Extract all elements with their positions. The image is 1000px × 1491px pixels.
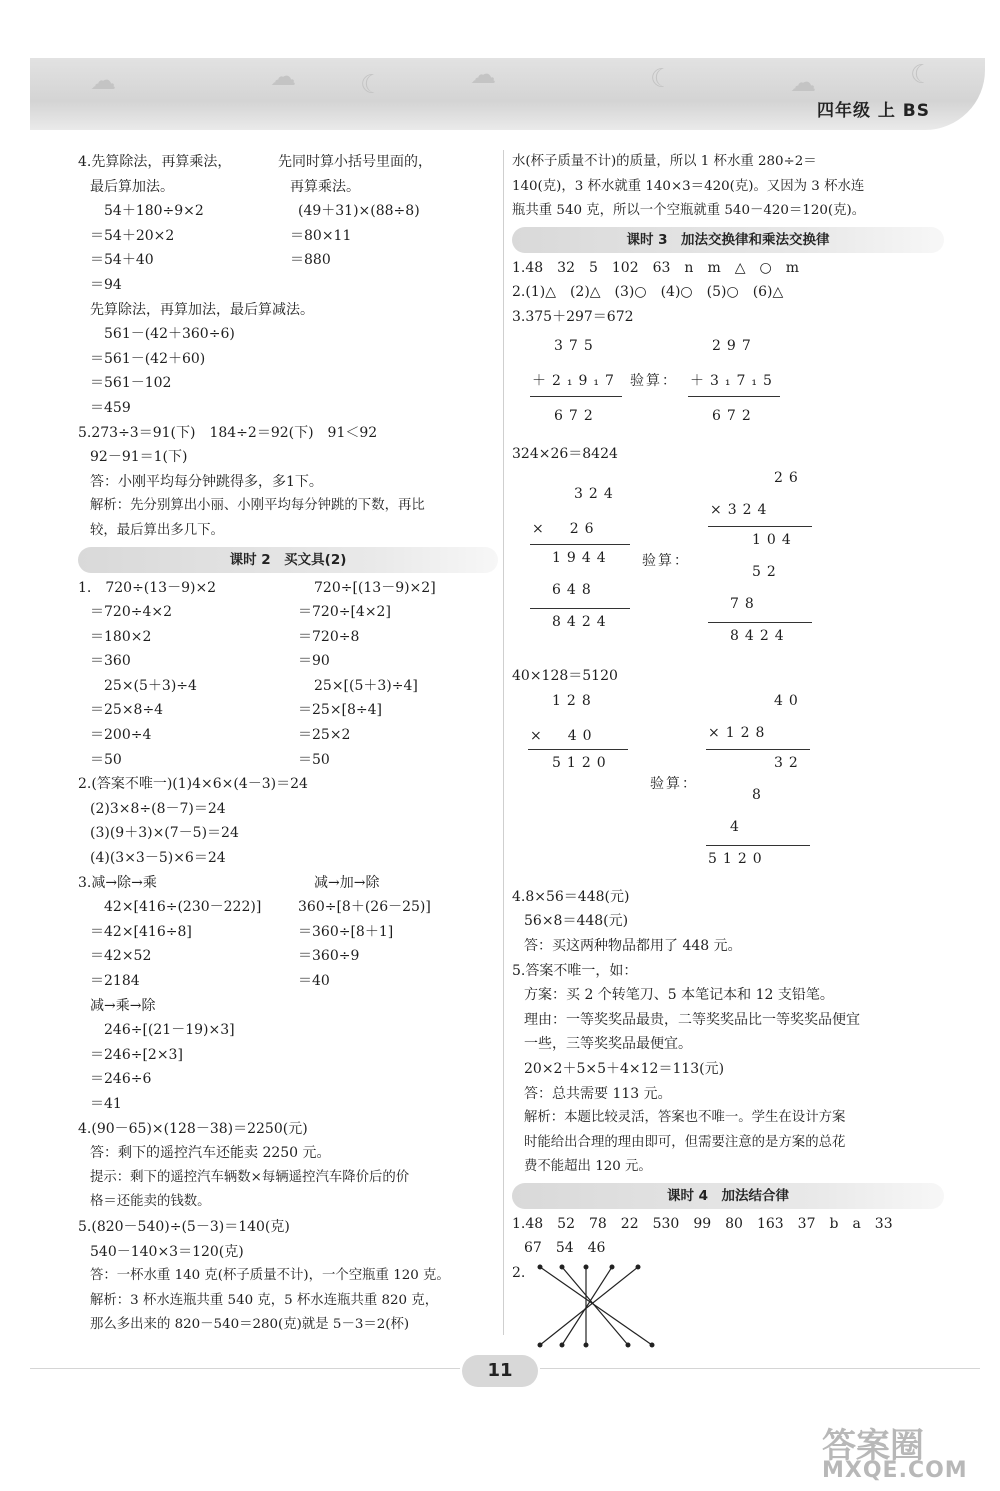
digit-row: 324 (574, 486, 619, 503)
calc-line: 20×2＋5×5＋4×12＝113(元) (524, 1060, 725, 1077)
rule-line (530, 544, 630, 545)
calc-line: (49＋31)×(88÷8) (298, 203, 420, 220)
digit-row: 40 (774, 692, 804, 709)
answer-line: 答：一杯水重 140 克(杯子质量不计)，一个空瓶重 120 克。 (90, 1268, 450, 1284)
left-column (78, 150, 498, 1338)
q4-block (78, 150, 498, 298)
lesson-2-heading: 课时 2 买文具(2) (78, 547, 498, 573)
text-line: 1.48 32 5 102 63 n m △ ○ m (512, 259, 799, 276)
calc-line: 42×[416÷(230－222)] (104, 899, 262, 916)
text-line: 先算除法，再算加法，最后算减法。 (90, 301, 314, 318)
text-line: 67 54 46 (524, 1240, 606, 1257)
analysis-line: 时能给出合理的理由即可，但需要注意的是方案的总花 (524, 1134, 846, 1150)
calc-line: ＝880 (290, 252, 331, 269)
calc-line: ＝50 (90, 751, 122, 768)
calc-line: ＝90 (298, 653, 330, 670)
calc-line: ＝42×[416÷8] (90, 923, 192, 940)
calc-line: ＝25×2 (298, 727, 351, 744)
text-line: 40×128＝5120 (512, 668, 618, 685)
multiplication-vertical-2 (512, 689, 944, 885)
digit-row: 375 (554, 337, 599, 354)
calc-line: ＝200÷4 (90, 727, 152, 744)
hint-line: 格＝还能卖的钱数。 (90, 1194, 211, 1210)
answer-line: 答：买这两种物品都用了 448 元。 (524, 937, 742, 954)
watermark-site: MXQE.COM (822, 1458, 968, 1483)
digit-row: 32 (774, 754, 804, 771)
calc-line: 246÷[(21－19)×3] (104, 1022, 235, 1039)
digit-row: 128 (552, 692, 597, 709)
cloud-icon: ☁ (270, 62, 296, 92)
text-line: 5.答案不唯一，如： (512, 962, 638, 979)
analysis-line: 水(杯子质量不计)的质量，所以 1 杯水重 280÷2＝ (512, 154, 817, 169)
calc-line: 561－(42＋360÷6) (104, 326, 235, 343)
calc-line: ＝80×11 (290, 227, 352, 244)
footer-rule (540, 1368, 980, 1369)
rule-line (708, 526, 812, 527)
calc-line: 360÷[8＋(26－25)] (298, 899, 431, 916)
answer-line: 答：剩下的遥控汽车还能卖 2250 元。 (90, 1145, 331, 1162)
calc-line: ＝50 (298, 751, 330, 768)
digit-row: 5120 (552, 754, 612, 771)
column-divider (503, 150, 504, 1335)
cloud-icon: ☁ (90, 66, 116, 96)
digit-row: 4 (730, 818, 745, 835)
grade-label: 四年级 上 BS (816, 101, 930, 121)
rule-line (530, 608, 630, 609)
watermark-brand: 答案圈 (822, 1426, 924, 1466)
digit-row: 297 (712, 337, 757, 354)
calc-line: 720÷[(13－9)×2] (314, 579, 436, 596)
text-line: 540－140×3＝120(克) (90, 1243, 244, 1260)
lesson2-q3 (78, 871, 498, 994)
text-line: 一些，三等奖奖品最便宜。 (524, 1036, 692, 1053)
text-line: 4.8×56＝448(元) (512, 888, 630, 905)
digit-row: ×324 (710, 502, 773, 519)
text-line: 4.(90－65)×(128－38)＝2250(元) (78, 1120, 308, 1137)
calc-line: ＝246÷[2×3] (90, 1046, 183, 1063)
lesson-4-heading: 课时 4 加法结合律 (512, 1183, 944, 1209)
right-column (512, 150, 944, 1351)
check-label: 验算： (642, 553, 690, 570)
digit-row: ＋2₁9₁7 (532, 372, 620, 389)
addition-vertical (512, 330, 944, 442)
digit-row: 672 (712, 407, 757, 424)
text-line: 最后算加法。 (90, 178, 174, 195)
answer-line: 答：小刚平均每分钟跳得多，多1下。 (90, 473, 323, 490)
text-line: 92－91＝1(下) (90, 449, 188, 466)
text-line: (3)(9＋3)×(7－5)＝24 (90, 825, 239, 842)
analysis-line: 140(克)，3 杯水就重 140×3＝420(克)。又因为 3 杯水连 (512, 178, 865, 194)
text-line: 理由：一等奖奖品最贵，二等奖奖品比一等奖奖品便宜 (524, 1011, 860, 1028)
text-line: 减→加→除 (314, 874, 380, 891)
analysis-line: 费不能超出 120 元。 (524, 1159, 652, 1175)
analysis-line: 解析：先分别算出小丽、小刚平均每分钟跳的下数，再比 (90, 498, 425, 514)
moon-icon: ☾ (910, 60, 934, 90)
hint-line: 提示：剩下的遥控汽车辆数×每辆遥控汽车降价后的价 (90, 1169, 410, 1185)
calc-line: 25×[(5＋3)÷4] (314, 677, 418, 694)
calc-line: ＝42×52 (90, 948, 152, 965)
calc-line: ＝360÷[8＋1] (298, 923, 394, 940)
lesson-3-heading: 课时 3 加法交换律和乘法交换律 (512, 227, 944, 253)
digit-row: ＋3₁7₁5 (690, 372, 778, 389)
check-label: 验算： (630, 372, 678, 389)
text-line: 3.减→除→乘 (78, 874, 157, 891)
digit-row: × 40 (530, 727, 598, 744)
digit-row: 5120 (708, 850, 768, 867)
moon-icon: ☾ (650, 64, 674, 94)
digit-row: 672 (554, 407, 599, 424)
answer-line: 答：总共需要 113 元。 (524, 1085, 672, 1102)
calc-line: ＝561－102 (90, 375, 172, 392)
calc-line: ＝2184 (90, 973, 140, 989)
rule-line (530, 396, 622, 397)
rule-line (706, 749, 810, 750)
digit-row: 648 (552, 582, 597, 599)
analysis-line: 解析：本题比较灵活，答案也不唯一。学生在设计方案 (524, 1110, 846, 1126)
calc-line: ＝94 (90, 276, 122, 293)
text-line: 2.(答案不唯一)(1)4×6×(4－3)＝24 (78, 776, 308, 793)
check-label: 验算： (650, 775, 698, 792)
calc-line: ＝246÷6 (90, 1071, 152, 1088)
digit-row: 78 (730, 596, 760, 613)
calc-line: ＝54＋20×2 (90, 227, 175, 244)
digit-row: × 26 (532, 521, 600, 538)
digit-row: 8 (752, 786, 767, 803)
calc-line: ＝459 (90, 399, 131, 416)
text-line: 5.(820－540)÷(5－3)＝140(克) (78, 1218, 290, 1235)
analysis-line: 瓶共重 540 克，所以一个空瓶就重 540－420＝120(克)。 (512, 203, 866, 219)
digit-row: ×128 (708, 724, 771, 741)
calc-line: ＝180×2 (90, 628, 152, 645)
lesson2-q1 (78, 576, 498, 773)
text-line: 324×26＝8424 (512, 445, 618, 462)
cloud-icon: ☁ (470, 60, 496, 90)
text-line: (2)3×8÷(8－7)＝24 (90, 800, 226, 817)
text-line: 2.(1)△ (2)△ (3)○ (4)○ (5)○ (6)△ (512, 284, 784, 301)
calc-line: ＝720÷8 (298, 628, 360, 645)
cloud-icon: ☁ (790, 68, 816, 98)
page-number: 11 (462, 1355, 538, 1387)
analysis-line: 那么多出来的 820－540＝280(克)就是 5－3＝2(杯) (90, 1317, 410, 1333)
calc-line: ＝720÷4×2 (90, 604, 172, 621)
digit-row: 104 (752, 532, 797, 549)
matching-diagram (512, 1261, 944, 1351)
text-line: (4)(3×3－5)×6＝24 (90, 850, 226, 867)
text-line: 方案：买 2 个转笔刀、5 本笔记本和 12 支铅笔。 (524, 987, 834, 1004)
calc-line: ＝25×8÷4 (90, 702, 164, 719)
moon-icon: ☾ (360, 70, 384, 100)
calc-line: ＝40 (298, 973, 330, 989)
text-line: 3.375＋297＝672 (512, 308, 634, 325)
digit-row: 52 (752, 564, 782, 581)
text-line: 再算乘法。 (290, 178, 360, 195)
rule-line (708, 622, 812, 623)
text-line: 5.273÷3＝91(下) 184÷2＝92(下) 91＜92 (78, 424, 378, 441)
analysis-line: 较，最后算出多几下。 (90, 522, 224, 538)
text-line: 56×8＝448(元) (524, 913, 629, 930)
calc-line: ＝41 (90, 1095, 122, 1112)
rule-line (706, 845, 810, 846)
analysis-line: 解析：3 杯水连瓶共重 540 克，5 杯水连瓶共重 820 克， (90, 1292, 439, 1308)
text-line: 2. (512, 1265, 526, 1282)
calc-line: ＝720÷[4×2] (298, 604, 391, 621)
digit-row: 8424 (730, 628, 790, 645)
calc-line: 1. 720÷(13－9)×2 (78, 579, 217, 596)
calc-line: ＝561－(42＋60) (90, 350, 206, 367)
text-line: 4.先算除法，再算乘法， (78, 154, 232, 170)
star-lines-diagram (532, 1261, 672, 1351)
calc-line: ＝360 (90, 653, 131, 670)
rule-line (528, 749, 628, 750)
rule-line (688, 396, 780, 397)
calc-line: ＝360÷9 (298, 948, 360, 965)
calc-line: ＝54＋40 (90, 252, 154, 269)
multiplication-vertical-1 (512, 466, 944, 662)
calc-line: 25×(5＋3)÷4 (104, 677, 197, 694)
digit-row: 8424 (552, 614, 612, 631)
text-line: 减→乘→除 (90, 997, 156, 1014)
text-line: 先同时算小括号里面的， (278, 154, 432, 170)
text-line: 1.48 52 78 22 530 99 80 163 37 b a 33 (512, 1215, 893, 1232)
footer-rule (30, 1368, 460, 1369)
digit-row: 1944 (552, 550, 612, 567)
digit-row: 26 (774, 470, 804, 487)
calc-line: ＝25×[8÷4] (298, 702, 383, 719)
calc-line: 54＋180÷9×2 (104, 203, 204, 220)
